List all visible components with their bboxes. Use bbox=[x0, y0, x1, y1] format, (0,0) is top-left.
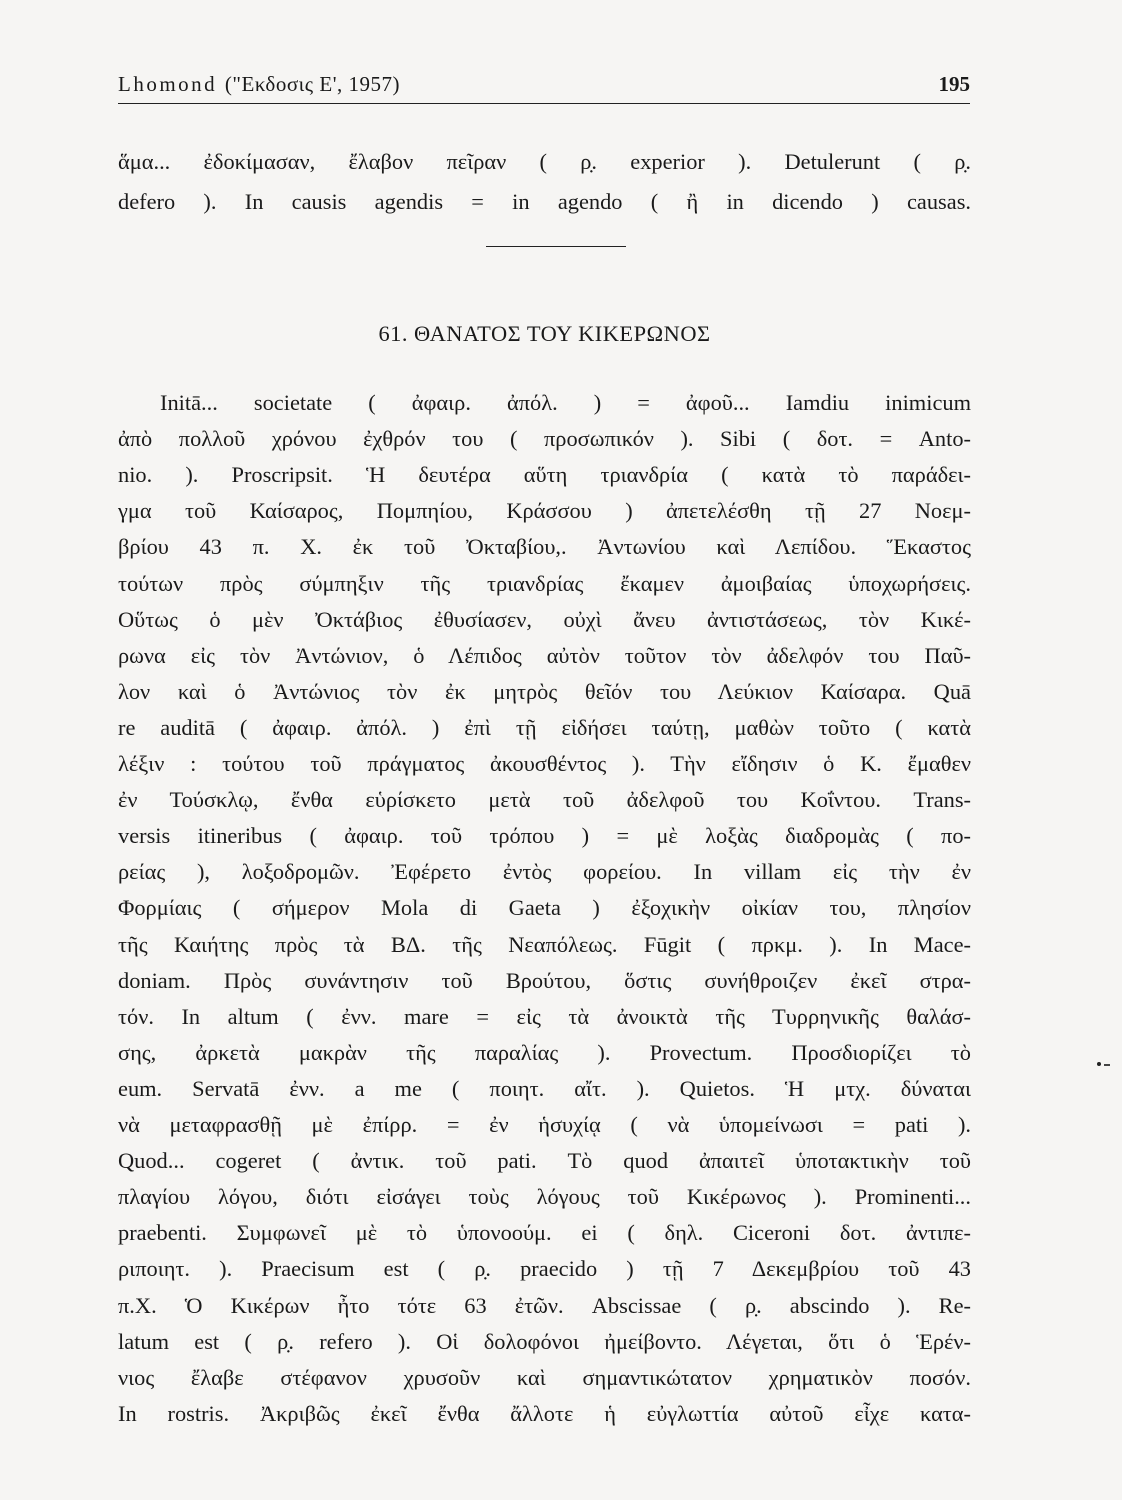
margin-mark-dash bbox=[1104, 1064, 1110, 1066]
running-head bbox=[118, 72, 970, 104]
section-title: 61. ΘΑΝΑΤΟΣ ΤΟΥ ΚΙΚΕΡΩΝΟΣ bbox=[378, 321, 711, 346]
text-line: doniam. Πρὸς συνάντησιν τοῦ Βρούτου, ὅστις συνήθροιζεν ἐκεῖ στρα- bbox=[118, 967, 971, 993]
text-line: λέξιν : τούτου τοῦ πράγματος ἀκουσθέντος ). Τὴν εἴδησιν ὁ Κ. ἔμαθεν bbox=[118, 751, 971, 776]
text-line: In rostris. Ἀκριβῶς ἐκεῖ ἔνθα ἄλλοτε ἡ εὐγλωττία αὐτοῦ εἶχε κατα- bbox=[118, 1400, 971, 1426]
text-line: Οὕτως ὁ μὲν Ὀκτάβιος ἐθυσίασεν, οὐχὶ ἄνευ ἀντιστάσεως, τὸν Κικέ- bbox=[118, 606, 971, 632]
header-rule bbox=[118, 103, 970, 104]
text-line: praebenti. Συμφωνεῖ μὲ τὸ ὑπονοούμ. ei ( δηλ. Ciceroni δοτ. ἀντιπε- bbox=[118, 1220, 971, 1246]
text-line: πλαγίου λόγου, διότι εἰσάγει τοὺς λόγους τοῦ Κικέρωνος ). Prominenti... bbox=[118, 1184, 971, 1210]
page-number: 195 bbox=[938, 72, 970, 96]
section-separator-rule bbox=[486, 246, 626, 247]
text-line: ρωνα εἰς τὸν Ἀντώνιον, ὁ Λέπιδος αὐτὸν τοῦτον τὸν ἀδελφόν του Παῦ- bbox=[118, 642, 971, 668]
running-head-edition: ("Εκδοσις Ε', 1957) bbox=[224, 72, 400, 96]
running-head-name: Lhomond bbox=[118, 72, 218, 96]
text-line: ἅμα... ἐδοκίμασαν, ἔλαβον πεῖραν ( ρ̣. experior ). Detulerunt ( ρ̣. bbox=[118, 149, 971, 174]
text-line: defero ). In causis agendis = in agendo ( ἢ in dicendo ) causas. bbox=[118, 188, 971, 214]
text-line: ἀπὸ πολλοῦ χρόνου ἐχθρόν του ( προσωπικόν ). Sibi ( δοτ. = Anto- bbox=[118, 426, 971, 452]
text-line: Initā... societate ( ἀφαιρ. ἀπόλ. ) = ἀφοῦ... Iamdiu inimicum bbox=[160, 390, 971, 415]
text-line: versis itineribus ( ἀφαιρ. τοῦ τρόπου ) = μὲ λοξὰς διαδρομὰς ( πο- bbox=[118, 823, 971, 849]
text-line: Φορμίαις ( σήμερον Mola di Gaeta ) ἐξοχικὴν οἰκίαν του, πλησίον bbox=[118, 895, 971, 921]
text-line: ρείας ), λοξοδρομῶν. Ἐφέρετο ἐντὸς φορείου. In villam εἰς τὴν ἐν bbox=[118, 859, 971, 885]
text-line: λον καὶ ὁ Ἀντώνιος τὸν ἐκ μητρὸς θεῖόν του Λεύκιον Καίσαρα. Quā bbox=[118, 678, 971, 704]
text-line: ἐν Τούσκλῳ, ἔνθα εὑρίσκετο μετὰ τοῦ ἀδελφοῦ του Κοΐντου. Trans- bbox=[118, 787, 971, 813]
text-line: nio. ). Proscripsit. Ἡ δευτέρα αὕτη τριανδρία ( κατὰ τὸ παράδει- bbox=[118, 462, 971, 488]
text-line: Quod... cogeret ( ἀντικ. τοῦ pati. Τὸ quod ἀπαιτεῖ ὑποτακτικὴν τοῦ bbox=[118, 1148, 971, 1174]
running-head-title bbox=[118, 72, 400, 97]
text-line: νὰ μεταφρασθῇ μὲ ἐπίρρ. = ἐν ἡσυχίᾳ ( νὰ ὑπομείνωσι = pati ). bbox=[118, 1112, 971, 1137]
text-line: re auditā ( ἀφαιρ. ἀπόλ. ) ἐπὶ τῇ εἰδήσει ταύτῃ, μαθὼν τοῦτο ( κατὰ bbox=[118, 714, 971, 740]
text-line: νιος ἔλαβε στέφανον χρυσοῦν καὶ σημαντικώτατον χρηματικὸν ποσόν. bbox=[118, 1364, 971, 1390]
text-line: τούτων πρὸς σύμπηξιν τῆς τριανδρίας ἔκαμεν ἀμοιβαίας ὑποχωρήσεις. bbox=[118, 570, 971, 596]
text-line: τῆς Καιήτης πρὸς τὰ ΒΔ. τῆς Νεαπόλεως. Fūgit ( πρκμ. ). In Mace- bbox=[118, 931, 971, 957]
text-line: latum est ( ρ̣. refero ). Οἱ δολοφόνοι ἠμείβοντο. Λέγεται, ὅτι ὁ Ἑρέν- bbox=[118, 1328, 971, 1354]
text-line: π.Χ. Ὁ Κικέρων ἦτο τότε 63 ἐτῶν. Abscissae ( ρ̣. abscindo ). Re- bbox=[118, 1292, 971, 1318]
text-line: eum. Servatā ἐνν. a me ( ποιητ. αἴτ. ). Quietos. Ἡ μτχ. δύναται bbox=[118, 1075, 971, 1101]
text-line: σης, ἀρκετὰ μακρὰν τῆς παραλίας ). Provectum. Προσδιορίζει τὸ bbox=[118, 1039, 971, 1065]
text-line: τόν. In altum ( ἐνν. mare = εἰς τὰ ἀνοικτὰ τῆς Τυρρηνικῆς θαλάσ- bbox=[118, 1003, 971, 1029]
text-line: γμα τοῦ Καίσαρος, Πομπηίου, Κράσσου ) ἀπετελέσθη τῇ 27 Νοεμ- bbox=[118, 498, 971, 524]
text-line: βρίου 43 π. Χ. ἐκ τοῦ Ὀκταβίου,. Ἀντωνίου καὶ Λεπίδου. Ἕκαστος bbox=[118, 534, 971, 560]
margin-mark bbox=[1097, 1062, 1101, 1066]
text-line: ριποιητ. ). Praecisum est ( ρ̣. praecido ) τῇ 7 Δεκεμβρίου τοῦ 43 bbox=[118, 1256, 971, 1282]
